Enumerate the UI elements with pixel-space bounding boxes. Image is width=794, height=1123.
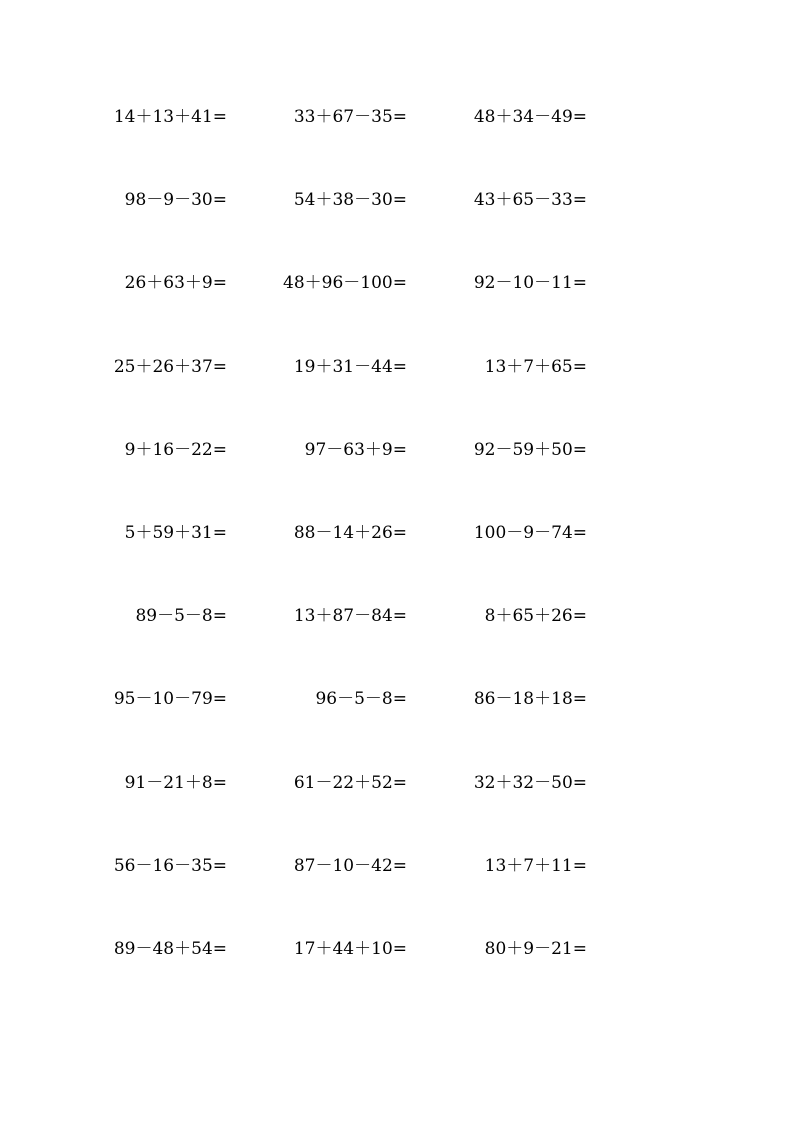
problem: 26＋63＋9= [124, 273, 227, 294]
problem: 19＋31－44= [293, 356, 407, 377]
problem-row [90, 350, 610, 433]
problem: 43＋65－33= [473, 190, 587, 211]
problem: 92－10－11= [473, 273, 587, 294]
problem: 86－18＋18= [473, 689, 587, 710]
problem: 89－48＋54= [113, 938, 227, 959]
problem-row [90, 682, 610, 765]
problem: 48＋96－100= [283, 273, 407, 294]
problem: 9＋16－22= [124, 439, 227, 460]
problem: 88－14＋26= [293, 522, 407, 543]
problem: 14＋13＋41= [113, 107, 227, 127]
problem: 25＋26＋37= [113, 356, 227, 377]
problem-row [90, 433, 610, 516]
problem: 96－5－8= [315, 689, 407, 710]
problem: 89－5－8= [135, 606, 227, 627]
problem: 33＋67－35= [293, 107, 407, 127]
problem: 95－10－79= [113, 689, 227, 710]
problem: 17＋44＋10= [293, 938, 407, 959]
problem: 8＋65＋26= [484, 606, 587, 627]
problem-row [90, 849, 610, 932]
problem-row [90, 766, 610, 849]
problem: 54＋38－30= [293, 190, 407, 211]
problem: 32＋32－50= [473, 772, 587, 793]
problem: 80＋9－21= [484, 938, 587, 959]
problem: 13＋7＋65= [484, 356, 587, 377]
problem-row [90, 266, 610, 349]
problem: 97－63＋9= [304, 439, 407, 460]
problem: 56－16－35= [113, 855, 227, 876]
problem-row [90, 932, 610, 1015]
problem: 5＋59＋31= [124, 522, 227, 543]
problem-row [90, 599, 610, 682]
problem: 48＋34－49= [473, 107, 587, 127]
problem: 98－9－30= [124, 190, 227, 211]
problem-row [90, 183, 610, 266]
problem: 13＋7＋11= [484, 855, 587, 876]
problem-grid [90, 100, 610, 1015]
problem: 13＋87－84= [293, 606, 407, 627]
problem: 92－59＋50= [473, 439, 587, 460]
problem: 100－9－74= [473, 522, 587, 543]
problem: 91－21＋8= [124, 772, 227, 793]
problem-row [90, 516, 610, 599]
problem-row [90, 100, 610, 183]
problem: 87－10－42= [293, 855, 407, 876]
problem: 61－22＋52= [293, 772, 407, 793]
